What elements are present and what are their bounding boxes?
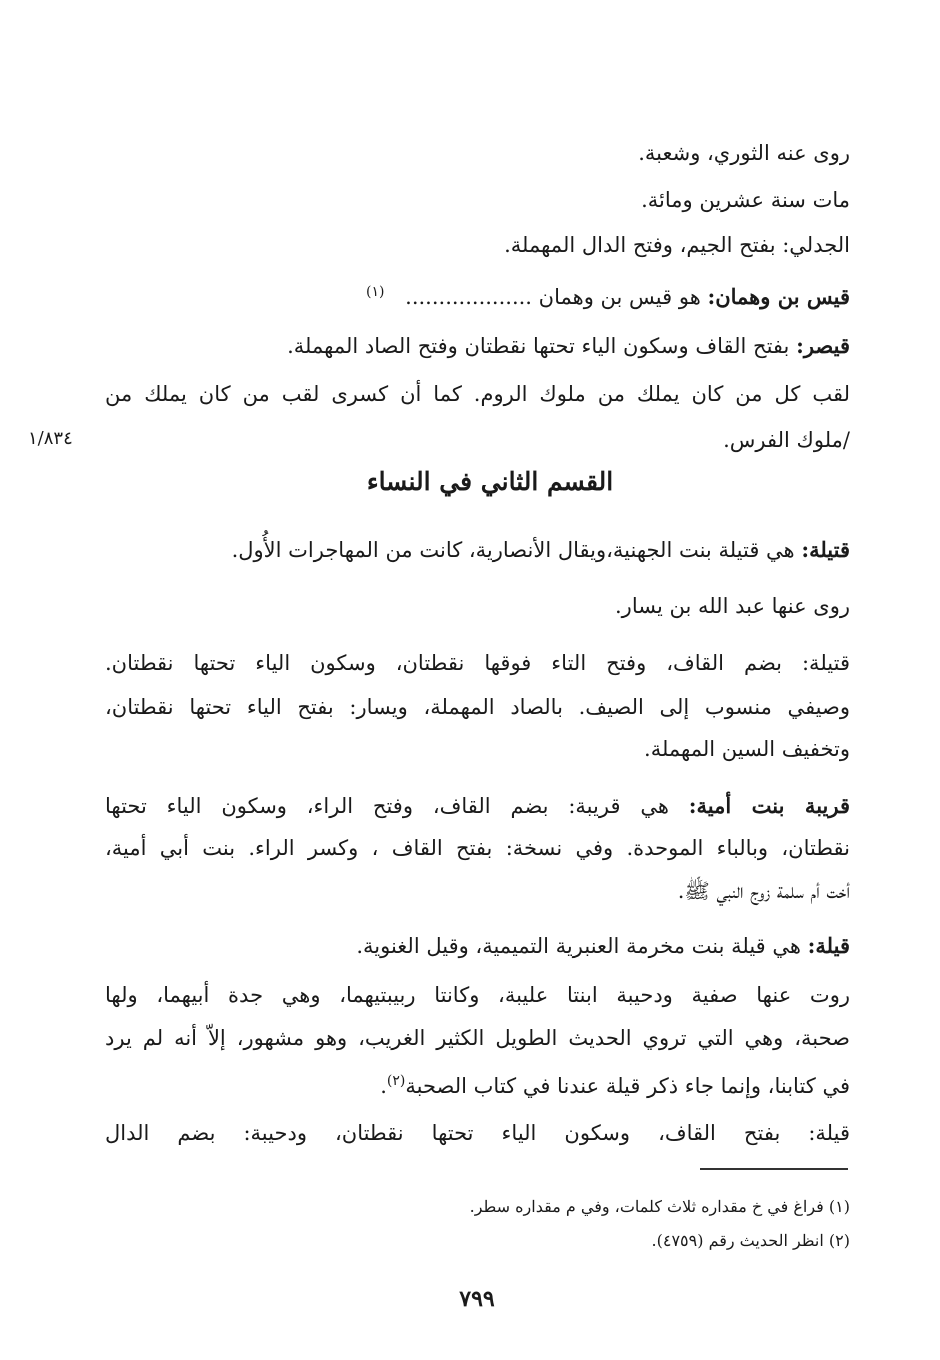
entry-text: بفتح القاف وسكون الياء تحتها نقطتان وفتح الصاد المهملة.	[287, 334, 790, 358]
entry-text: هي قيلة بنت مخرمة العنبرية التميمية، وقيل الغنوية.	[356, 934, 801, 958]
entry-text: هي قتيلة بنت الجهنية،ويقال الأنصارية، كانت من المهاجرات الأُول.	[231, 538, 795, 562]
page-number: ٧٩٩	[459, 1286, 495, 1312]
footnote: (٢) انظر الحديث رقم (٤٧٥٩).	[651, 1231, 850, 1250]
entry-qaysar-line	[105, 332, 850, 360]
footnote-divider	[700, 1168, 848, 1170]
text-line: لقب كل من كان يملك من ملوك الروم. كما أن كسرى لقب من كان يملك من	[105, 382, 850, 406]
text-line: أخت أم سلمة زوج النبي ﷺ.	[677, 879, 850, 903]
text-line: نقطتان، وبالباء الموحدة. وفي نسخة: بفتح القاف ، وكسر الراء. بنت أبي أمية،	[105, 836, 850, 860]
margin-reference: ١/٨٣٤	[28, 428, 73, 449]
text-line: قيلة: بفتح القاف، وسكون الياء تحتها نقطتان، ودحيبة: بضم الدال	[105, 1121, 850, 1145]
entry-qayla-line	[105, 932, 850, 960]
entry-text: هي قريبة: بضم القاف، وفتح الراء، وسكون الياء تحتها	[105, 794, 669, 818]
entry-qutayla-line	[105, 536, 850, 564]
text-line: صحبة، وهي التي تروي الحديث الطويل الكثير الغريب، وهو مشهور، إلاّ أنه لم يرد	[105, 1026, 850, 1050]
text-line: روى عنها عبد الله بن يسار.	[615, 594, 850, 618]
gap-dots: ...................	[405, 285, 532, 309]
footnote-marker: (٢)	[386, 1073, 406, 1089]
section-heading: القسم الثاني في النساء	[366, 467, 614, 496]
entry-name: قريبة بنت أمية:	[688, 793, 850, 818]
text-line: روت عنها صفية ودحيبة ابنتا عليبة، وكانتا ربيبتيهما، وهي جدة أبيهما، ولها	[105, 983, 850, 1007]
entry-qays-line	[105, 278, 850, 311]
text-line: /ملوك الفرس.	[723, 428, 850, 452]
text-line: الجدلي: بفتح الجيم، وفتح الدال المهملة.	[504, 233, 850, 257]
text-line	[105, 1067, 850, 1100]
entry-text: في كتابنا، وإنما جاء ذكر قيلة عندنا في كتاب الصحبة	[405, 1074, 850, 1098]
footnote: (١) فراغ في خ مقداره ثلاث كلمات، وفي م مقداره سطر.	[469, 1197, 850, 1216]
entry-text: هو قيس بن وهمان	[538, 285, 701, 309]
text-line: وتخفيف السين المهملة.	[644, 737, 850, 761]
text-line: مات سنة عشرين ومائة.	[641, 188, 850, 212]
entry-qurayba-line	[105, 792, 850, 820]
entry-name: قيصر:	[796, 333, 850, 358]
entry-text: .	[380, 1074, 387, 1098]
entry-name: قيس بن وهمان:	[707, 284, 850, 309]
text-line: روى عنه الثوري، وشعبة.	[638, 141, 850, 165]
entry-name: قتيلة:	[801, 537, 850, 562]
footnote-marker: (١)	[365, 284, 385, 300]
text-line: قتيلة: بضم القاف، وفتح التاء فوقها نقطتان، وسكون الياء تحتها نقطتان.	[105, 651, 850, 675]
entry-name: قيلة:	[807, 933, 850, 958]
text-line: وصيفي منسوب إلى الصيف. بالصاد المهملة، ويسار: بفتح الياء تحتها نقطتان،	[105, 695, 850, 719]
